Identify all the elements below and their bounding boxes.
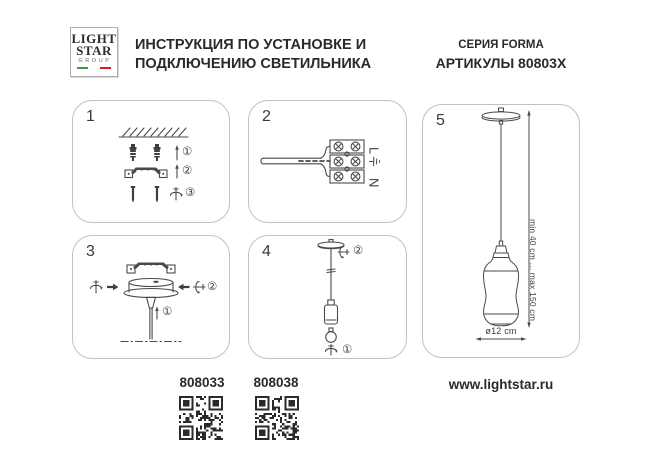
screw-icon (131, 186, 135, 203)
panel-3-drawing (73, 236, 229, 358)
step-badge-2: ② (353, 245, 364, 257)
qr-code (179, 396, 223, 440)
series-label: СЕРИЯ FORMA (458, 39, 544, 51)
page-title (135, 36, 371, 73)
panel-step-4 (248, 235, 407, 359)
up-arrow-icon (155, 307, 159, 320)
panel-5-number: 5 (436, 112, 445, 129)
wall-plug-icon (154, 144, 161, 161)
step-badge-1: ① (162, 306, 173, 318)
panel-step-1 (72, 100, 230, 223)
italian-flag-icon (77, 67, 111, 69)
lightstar-logo (70, 27, 118, 77)
up-arrow-icon (175, 164, 179, 178)
light-bulb-icon (326, 328, 337, 342)
step-badge-2: ② (182, 165, 193, 177)
panel-1-number: 1 (86, 108, 95, 125)
article-number-2: 808038 (253, 375, 299, 390)
step-badge-2: ② (207, 281, 218, 293)
turn-screw-icon (171, 188, 183, 201)
mounting-bracket-icon (125, 169, 167, 178)
screw-icon (155, 186, 159, 203)
push-arrow-icon (178, 284, 190, 291)
turn-screw-icon (326, 345, 338, 356)
logo-word-light: LIGHT (71, 31, 117, 46)
mains-cable (261, 147, 330, 177)
ceiling-canopy (482, 108, 520, 124)
panel-2-number: 2 (262, 108, 271, 125)
step-badge-3: ③ (185, 187, 196, 199)
panel-4-drawing (249, 236, 406, 358)
turn-screw-icon (194, 282, 206, 294)
step-badge-1: ① (342, 344, 353, 356)
panel-5-drawing (423, 105, 579, 357)
mounting-bracket-icon (127, 264, 175, 273)
logo-word-star: STAR (76, 42, 112, 58)
pendant-cord (327, 254, 335, 300)
panel-4-number: 4 (262, 243, 271, 260)
push-arrow-icon (107, 284, 119, 291)
terminal-block (330, 140, 364, 183)
wall-plug-icon (130, 144, 137, 161)
panel-step-2: 2 L N (248, 100, 407, 223)
qr-code (255, 396, 299, 440)
title-line-1: ИНСТРУКЦИЯ ПО УСТАНОВКЕ И (135, 37, 367, 53)
ceiling-hatch-icon (119, 128, 188, 137)
panel-overview: 5 min 40 cm ... max 150 cm ø12 cm (422, 104, 580, 358)
logo-word-group: GROUP (78, 58, 112, 64)
panel-3-number: 3 (86, 243, 95, 260)
panel-1-drawing (73, 101, 229, 222)
suspension-rod (121, 297, 181, 341)
panel-2-drawing (249, 101, 406, 222)
turn-screw-icon (91, 281, 103, 294)
lamp-socket (325, 300, 338, 324)
articles-label: АРТИКУЛЫ 80803X (435, 55, 567, 71)
step-badge-1: ① (182, 146, 193, 158)
article-number-1: 808033 (179, 375, 225, 390)
earth-ground-icon (368, 155, 381, 168)
diameter-dimension-line (476, 337, 527, 340)
panel-step-3 (72, 235, 230, 359)
terminal-screws (334, 142, 360, 181)
shade-holder (495, 246, 507, 253)
website-url: www.lightstar.ru (448, 377, 554, 392)
pendant-cord (499, 124, 502, 246)
lamp-shade (484, 253, 519, 326)
ceiling-canopy (124, 279, 178, 298)
diameter-dimension-label: ø12 cm (485, 326, 517, 336)
series-block (420, 39, 582, 71)
up-arrow-icon (175, 145, 179, 160)
title-line-2: ПОДКЛЮЧЕНИЮ СВЕТИЛЬНИКА (135, 55, 372, 72)
